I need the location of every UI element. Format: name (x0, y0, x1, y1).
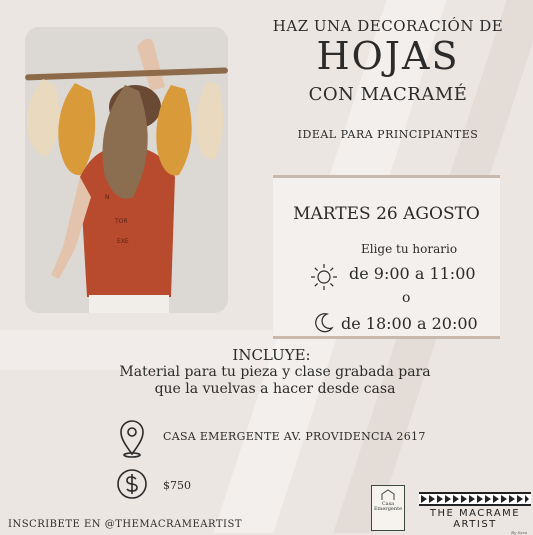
brand-name: THE MACRAME ARTIST (429, 508, 521, 530)
brand-signature: By Sara (511, 530, 527, 535)
sun-icon (309, 262, 339, 296)
svg-text:N: N (105, 194, 110, 201)
macrame-artist-logo (419, 492, 531, 535)
svg-text:TOR: TOR (115, 218, 128, 225)
or-separator: o (402, 290, 411, 306)
includes-line: Material para tu pieza y clase grabada para (119, 364, 431, 380)
headline-title: HOJAS (316, 34, 460, 78)
headline-tagline: IDEAL PARA PRINCIPIANTES (297, 128, 479, 141)
choose-schedule-label: Elige tu horario (361, 242, 458, 256)
event-date: MARTES 26 AGOSTO (293, 204, 480, 224)
casa-logo-text: Casa Emergente (373, 501, 403, 512)
price-value: $750 (163, 479, 191, 492)
signup-handle: INSCRIBETE EN @THEMACRAMEARTIST (8, 519, 243, 530)
evening-slot: de 18:00 a 20:00 (341, 314, 478, 333)
includes-description (70, 364, 480, 398)
macrame-photo (25, 27, 228, 313)
headline-subtitle: CON MACRAMÉ (308, 84, 468, 105)
svg-text:EXE: EXE (117, 238, 129, 245)
casa-emergente-logo (371, 485, 405, 531)
pattern-band (419, 492, 531, 506)
includes-line: que la vuelvas a hacer desde casa (154, 381, 396, 397)
morning-slot: de 9:00 a 11:00 (349, 264, 476, 283)
dollar-circle-icon (116, 468, 148, 504)
includes-heading: INCLUYE: (232, 346, 311, 364)
moon-icon (311, 311, 335, 339)
location-address: CASA EMERGENTE AV. PROVIDENCIA 2617 (163, 430, 426, 443)
location-pin-icon (117, 418, 147, 462)
headline-intro: HAZ UNA DECORACIÓN DE (272, 17, 504, 35)
schedule-card (273, 175, 500, 339)
